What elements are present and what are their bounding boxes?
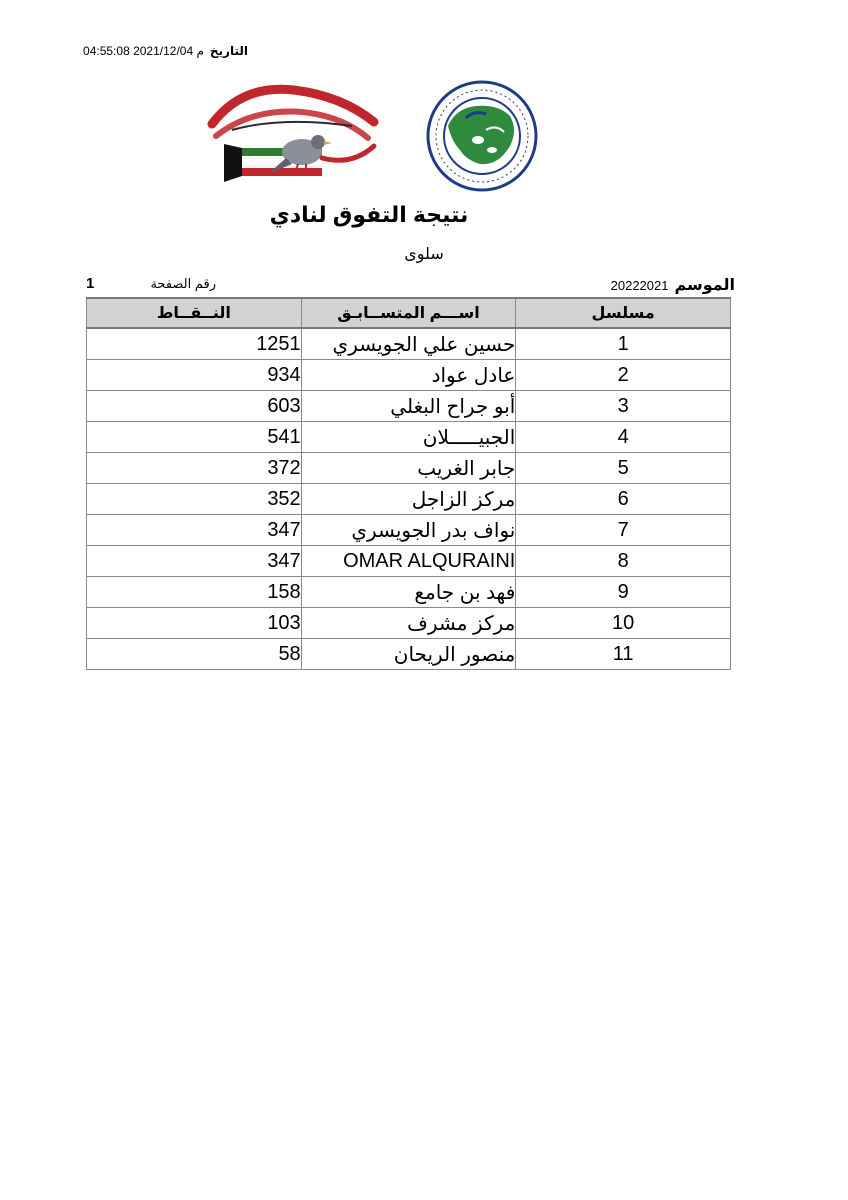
row-serial: 1	[516, 328, 731, 360]
row-serial: 11	[516, 639, 731, 670]
row-points: 1251	[87, 328, 302, 360]
federation-logo	[426, 80, 538, 192]
row-points: 58	[87, 639, 302, 670]
table-row	[87, 328, 731, 360]
row-name: نواف بدر الجويسري	[301, 515, 516, 546]
table-row	[87, 546, 731, 577]
row-points: 352	[87, 484, 302, 515]
club-logo	[202, 78, 384, 190]
row-serial: 5	[516, 453, 731, 484]
row-points: 603	[87, 391, 302, 422]
header-serial: مسلسل	[516, 298, 731, 328]
page-label: رقم الصفحة	[150, 276, 216, 291]
table-header-row	[87, 298, 731, 328]
row-name: فهد بن جامع	[301, 577, 516, 608]
row-serial: 7	[516, 515, 731, 546]
page-value: 1	[86, 275, 95, 292]
table-row	[87, 639, 731, 670]
row-points: 347	[87, 546, 302, 577]
row-name: أبو جراح البغلي	[301, 391, 516, 422]
row-points: 103	[87, 608, 302, 639]
table-row	[87, 453, 731, 484]
row-points: 541	[87, 422, 302, 453]
row-name: مركز مشرف	[301, 608, 516, 639]
row-name: جابر الغريب	[301, 453, 516, 484]
results-table	[86, 297, 731, 670]
date-label: التاريخ	[209, 44, 248, 58]
season-value: 20222021	[610, 278, 669, 293]
row-points: 158	[87, 577, 302, 608]
table-row	[87, 608, 731, 639]
row-name: حسين علي الجويسري	[301, 328, 516, 360]
date-value: 04:55:08 2021/12/04 م	[83, 44, 204, 58]
row-serial: 9	[516, 577, 731, 608]
header-name: اســـم المتســابـق	[301, 298, 516, 328]
club-name: سلوى	[404, 246, 444, 263]
table-row	[87, 515, 731, 546]
row-points: 347	[87, 515, 302, 546]
row-serial: 4	[516, 422, 731, 453]
row-serial: 2	[516, 360, 731, 391]
row-name: OMAR ALQURAINI	[301, 546, 516, 577]
row-name: منصور الريحان	[301, 639, 516, 670]
row-serial: 3	[516, 391, 731, 422]
row-points: 372	[87, 453, 302, 484]
table-row	[87, 484, 731, 515]
table-row	[87, 422, 731, 453]
page-title: نتيجة التفوق لنادي	[269, 202, 469, 227]
table-row	[87, 577, 731, 608]
page-number-info	[86, 275, 216, 295]
row-name: عادل عواد	[301, 360, 516, 391]
table-row	[87, 360, 731, 391]
row-serial: 8	[516, 546, 731, 577]
season-info	[605, 275, 735, 295]
header-points: النــقــاط	[87, 298, 302, 328]
season-label: الموسم	[674, 277, 735, 294]
row-name: الجبيـــــلان	[301, 422, 516, 453]
row-serial: 10	[516, 608, 731, 639]
row-name: مركز الزاجل	[301, 484, 516, 515]
print-date	[78, 44, 248, 62]
row-points: 934	[87, 360, 302, 391]
row-serial: 6	[516, 484, 731, 515]
table-row	[87, 391, 731, 422]
